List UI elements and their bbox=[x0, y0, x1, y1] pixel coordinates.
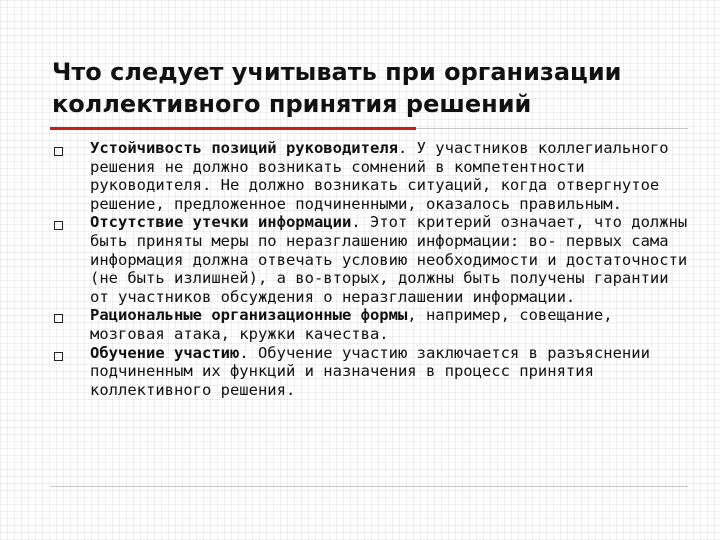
bottom-divider bbox=[50, 486, 688, 487]
bullet-list bbox=[52, 139, 692, 399]
square-bullet-icon bbox=[54, 147, 63, 156]
square-bullet-icon bbox=[54, 352, 63, 361]
bullet-text: . Обучение участию заключается в разъяснении подчиненным их функций и назначения в процесс принятия коллективного решения. bbox=[90, 343, 650, 399]
bullet-text: . Этот критерий означает, что должны быть приняты меры по неразглашению информации: во- первых сама информация должна отвечать условию необходимости и достаточности (не быть излишней), а во-вторых, должны быть получены гарантии от участников обсуждения о неразглашении информации. bbox=[90, 213, 688, 306]
bullet-text: . У участников коллегиального решения не должно возникать сомнений в компетентности руководителя. Не должно возникать ситуаций, когда отвергнутое решение, предложенное подчиненными, оказалось правильным. bbox=[90, 139, 669, 213]
title-underline-thin bbox=[416, 128, 688, 129]
bullet-lead: Отсутствие утечки информации bbox=[90, 213, 352, 232]
bullet-item bbox=[52, 139, 692, 213]
bullet-lead: Рациональные организационные формы bbox=[90, 306, 408, 325]
bullet-text: , например, совещание, мозговая атака, кружки качества. bbox=[90, 306, 613, 343]
bullet-item bbox=[52, 306, 692, 343]
bullet-item bbox=[52, 213, 692, 306]
bullet-lead: Устойчивость позиций руководителя bbox=[90, 139, 398, 157]
square-bullet-icon bbox=[54, 221, 63, 230]
title-underline-accent bbox=[50, 127, 416, 130]
square-bullet-icon bbox=[54, 314, 63, 323]
bullet-item bbox=[52, 344, 692, 400]
slide-title: Что следует учитывать при организации коллективного принятия решений bbox=[52, 58, 622, 118]
bullet-lead: Обучение участию bbox=[90, 343, 240, 362]
